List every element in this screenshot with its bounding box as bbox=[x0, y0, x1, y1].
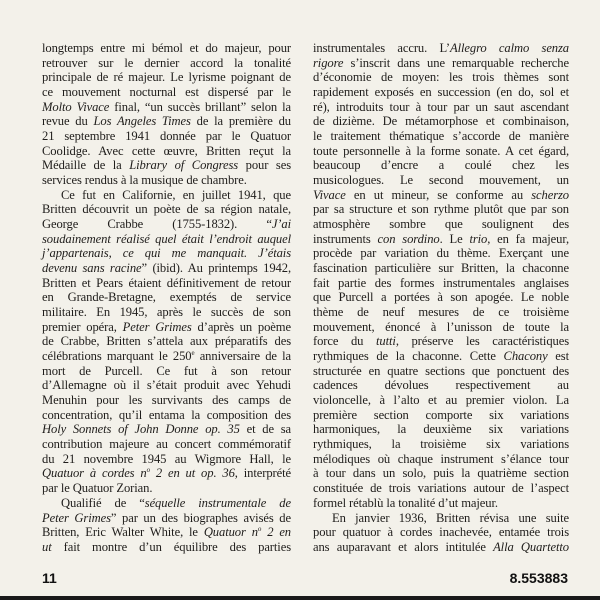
text-line bbox=[42, 496, 291, 511]
text-line bbox=[42, 70, 291, 85]
text-line bbox=[313, 232, 569, 247]
text-line bbox=[42, 144, 291, 159]
text: d’économie de moyen: les trois thèmes sont bbox=[313, 70, 569, 85]
text: rythmiques de la chaconne. Cette bbox=[313, 349, 504, 364]
text: du 21 novembre 1945 au Wigmore Hall, le bbox=[42, 451, 291, 466]
text: beaucoup d’encre a coulé chez les bbox=[313, 158, 569, 173]
italic-text: Alla Quartetto bbox=[493, 539, 569, 554]
text-line bbox=[42, 452, 291, 467]
italic-text: Molto Vivace bbox=[42, 99, 110, 114]
text-line bbox=[313, 481, 569, 496]
italic-text: Chacony bbox=[503, 349, 548, 364]
text: par le Quatuor Zorian. bbox=[42, 481, 153, 496]
text: final, “un succès brillant” selon la bbox=[109, 99, 291, 114]
text-line bbox=[42, 114, 291, 129]
text: , en fa majeur, bbox=[487, 231, 570, 246]
text: cadences dévolues respectivement au bbox=[313, 378, 569, 393]
text: harmoniques, la deuxième six variations bbox=[313, 422, 569, 437]
text-line bbox=[313, 100, 569, 115]
text: est bbox=[547, 349, 569, 364]
text: que Purcell a portées à son apogée. Le noble bbox=[313, 290, 569, 305]
text: en Grande-Bretagne, exemptés de service bbox=[42, 290, 291, 305]
text: de dizième. De métamorphose et combinaison, bbox=[313, 114, 569, 129]
text: Médaille de la bbox=[42, 158, 130, 173]
text-line bbox=[42, 437, 291, 452]
text-line bbox=[313, 540, 569, 555]
text-line bbox=[42, 481, 291, 496]
text-line bbox=[313, 144, 569, 159]
text: d’après un poème bbox=[191, 319, 291, 334]
right-column bbox=[313, 41, 569, 555]
text-line bbox=[313, 466, 569, 481]
text-line bbox=[313, 56, 569, 71]
superscript: o bbox=[257, 525, 262, 534]
text: , interprété bbox=[234, 466, 291, 481]
text-line bbox=[313, 305, 569, 320]
text: pour quatuor à cordes inachevée, entamée trois bbox=[313, 525, 569, 540]
text: ré), introduits tour à tour par un saut ascendant bbox=[313, 99, 569, 114]
italic-text: Quatuor n bbox=[203, 525, 258, 540]
text: thème de neuf mesures de ce troisième bbox=[313, 305, 569, 320]
text: Menuhin pour les survivants des camps de bbox=[42, 393, 291, 408]
text: fascination particulière sur Britten, la chaconne bbox=[313, 261, 569, 276]
text: structurée en quatre sections que ponctuent des bbox=[313, 363, 569, 378]
paragraph bbox=[313, 511, 569, 555]
text-line bbox=[42, 466, 291, 481]
text-line bbox=[42, 378, 291, 393]
text-line bbox=[42, 173, 291, 188]
text-line bbox=[313, 173, 569, 188]
text: d’Allemagne où il s’était produit avec Yehudi bbox=[42, 378, 291, 393]
text-line bbox=[313, 276, 569, 291]
text: et de sa bbox=[239, 422, 292, 437]
text: à tour dans un solo, puis la quatrième section bbox=[313, 466, 569, 481]
text-line bbox=[313, 334, 569, 349]
text-line bbox=[313, 129, 569, 144]
italic-text: Vivace bbox=[313, 187, 346, 202]
text: instruments bbox=[313, 231, 378, 246]
text-line bbox=[313, 85, 569, 100]
text-line bbox=[313, 393, 569, 408]
text-line bbox=[42, 217, 291, 232]
text-line bbox=[313, 246, 569, 261]
text-line bbox=[313, 349, 569, 364]
text-line bbox=[313, 496, 569, 511]
text: ” par un des biographes avisés de bbox=[110, 510, 291, 525]
italic-text: Allegro calmo senza bbox=[450, 41, 570, 55]
italic-text: Holy Sonnets of John Donne op. 35 bbox=[42, 422, 240, 437]
text-line bbox=[42, 158, 291, 173]
text: s’inscrit dans une remarquable recherche bbox=[343, 55, 569, 70]
italic-text: tutti bbox=[376, 334, 396, 349]
text: célébrations marquant le 250 bbox=[42, 349, 192, 364]
text-line bbox=[313, 261, 569, 276]
text: toute personnelle à la forme sonate. A cet égard, bbox=[313, 143, 569, 158]
text-line bbox=[313, 452, 569, 467]
text: fait montre d’un équilibre des parties bbox=[51, 539, 291, 554]
text-line bbox=[42, 100, 291, 115]
italic-text: Library of Congress bbox=[129, 158, 239, 173]
italic-text: J’ai bbox=[271, 217, 291, 232]
text-line bbox=[313, 158, 569, 173]
italic-text: ut bbox=[42, 539, 52, 554]
text-line bbox=[42, 540, 291, 555]
text-line bbox=[313, 525, 569, 540]
italic-text: Quatuor à cordes n bbox=[42, 466, 147, 481]
text-line bbox=[313, 422, 569, 437]
text: premier opéra, bbox=[42, 319, 123, 334]
text-line bbox=[313, 114, 569, 129]
text: longtemps entre mi bémol et do majeur, pour bbox=[42, 41, 291, 55]
text: en ut mineur, se conforme au bbox=[345, 187, 532, 202]
text-line bbox=[42, 349, 291, 364]
text-line bbox=[42, 290, 291, 305]
text: Britten et Pears étaient définitivement de retour bbox=[42, 275, 291, 290]
text-line bbox=[42, 202, 291, 217]
text-line bbox=[42, 85, 291, 100]
text: principale de ré majeur. Le lyrisme poignant de bbox=[42, 70, 291, 85]
text: revue du bbox=[42, 114, 94, 129]
text-line bbox=[313, 202, 569, 217]
text-line bbox=[42, 56, 291, 71]
text: George Crabbe (1755-1832). “ bbox=[42, 217, 272, 232]
italic-text: j’appartenais, ce qui me manquait. J’étais bbox=[42, 246, 291, 261]
paragraph bbox=[42, 188, 291, 496]
text: Qualifié de “ bbox=[61, 495, 145, 510]
scan-edge bbox=[0, 596, 600, 600]
text-line bbox=[313, 437, 569, 452]
italic-text: Los Angeles Times bbox=[93, 114, 191, 129]
italic-text: rigore bbox=[313, 55, 344, 70]
text-line bbox=[313, 320, 569, 335]
text: constituée de trois variations autour de l’aspect bbox=[313, 481, 569, 496]
text: procède par variation du thème. Exerçant une bbox=[313, 246, 569, 261]
text: mouvement, énoncé à l’unisson de toute la bbox=[313, 319, 569, 334]
text-line bbox=[42, 408, 291, 423]
italic-text: devenu sans racine bbox=[42, 261, 142, 276]
text-line bbox=[313, 408, 569, 423]
text-line bbox=[42, 41, 291, 56]
text: rapidement exposés en succession (en do, sol et bbox=[313, 85, 569, 100]
italic-text: Peter Grimes bbox=[42, 510, 111, 525]
text: rythmiques, la troisième six variations bbox=[313, 437, 569, 452]
text: anniversaire de la bbox=[194, 349, 292, 364]
text: mélodiques où chaque instrument s’élance tour bbox=[313, 451, 569, 466]
text: ans auparavant et alors intitulée bbox=[313, 539, 494, 554]
text-line bbox=[42, 334, 291, 349]
text-line bbox=[42, 511, 291, 526]
text-line bbox=[313, 378, 569, 393]
text: instrumentales accru. L’ bbox=[313, 41, 451, 55]
text-line bbox=[42, 305, 291, 320]
text-line bbox=[42, 261, 291, 276]
text: de la première du bbox=[190, 114, 291, 129]
text-line bbox=[42, 188, 291, 203]
text-line bbox=[313, 188, 569, 203]
text-line bbox=[42, 422, 291, 437]
text: services rendus à la musique de chambre. bbox=[42, 173, 247, 188]
text: première section comporte six variations bbox=[313, 407, 569, 422]
text: . Le bbox=[439, 231, 470, 246]
catalogue-number: 8.553883 bbox=[509, 570, 568, 586]
text-line bbox=[42, 525, 291, 540]
italic-text: soudainement réalisé quel était l’endroit auquel bbox=[42, 231, 291, 246]
italic-text: con sordino bbox=[377, 231, 440, 246]
text: le traitement thématique s’accorde de manière bbox=[313, 129, 569, 144]
text: musicologues. Le second mouvement, un bbox=[313, 173, 569, 188]
text: ce mouvement nocturnal est dispersé par le bbox=[42, 85, 291, 100]
text-line bbox=[42, 320, 291, 335]
text: concentration, qu’il entama la composition des bbox=[42, 407, 291, 422]
text-line bbox=[313, 41, 569, 56]
text: Britten, Eric Walter White, le bbox=[42, 525, 204, 540]
superscript: e bbox=[191, 349, 195, 358]
italic-text: 2 en ut op. 36 bbox=[149, 466, 235, 481]
text-line bbox=[313, 70, 569, 85]
text: atmosphère sombre que soulignent des bbox=[313, 217, 569, 232]
text-line bbox=[313, 511, 569, 526]
text-line bbox=[313, 290, 569, 305]
text: pour ses bbox=[238, 158, 292, 173]
text: par sa structure et son rythme plutôt que par son bbox=[313, 202, 569, 217]
text: contribution majeure au concert commémoratif bbox=[42, 437, 291, 452]
superscript: o bbox=[146, 466, 150, 475]
paragraph bbox=[42, 41, 291, 188]
text-line bbox=[42, 276, 291, 291]
text-line bbox=[42, 246, 291, 261]
text: militaire. En 1945, après le succès de son bbox=[42, 305, 291, 320]
text: Ce fut en Californie, en juillet 1941, que bbox=[61, 187, 291, 202]
italic-text: séquelle instrumentale de bbox=[144, 495, 291, 510]
text: retrouver sur le dernier accord la tonalité bbox=[42, 55, 291, 70]
italic-text: trio bbox=[469, 231, 488, 246]
text: force du bbox=[313, 334, 377, 349]
page-number: 11 bbox=[42, 570, 57, 586]
paragraph bbox=[42, 496, 291, 555]
italic-text: Peter Grimes bbox=[122, 319, 192, 334]
text: Britten découvrit un poète de sa région natale, bbox=[42, 202, 291, 217]
text: 21 septembre 1941 donnée par le Quatuor bbox=[42, 129, 291, 144]
text: En janvier 1936, Britten révisa une suite bbox=[332, 510, 569, 525]
text: fait partie des formes instrumentales anglaises bbox=[313, 275, 569, 290]
left-column bbox=[42, 41, 291, 555]
text: ” (ibid). Au printemps 1942, bbox=[141, 261, 291, 276]
italic-text: 2 en bbox=[261, 525, 291, 540]
paragraph bbox=[313, 41, 569, 511]
text-line bbox=[313, 217, 569, 232]
text-line bbox=[313, 364, 569, 379]
text: Coolidge. Avec cette œuvre, Britten reçut la bbox=[42, 143, 291, 158]
text-line bbox=[42, 364, 291, 379]
text-line bbox=[42, 129, 291, 144]
text: , préserve les caractéristiques bbox=[395, 334, 569, 349]
italic-text: scherzo bbox=[531, 187, 569, 202]
text-line bbox=[42, 393, 291, 408]
text: formel rétablù la tonalité d’ut majeur. bbox=[313, 495, 498, 510]
text: de Crabbe, Britten s’attela aux préparatifs des bbox=[42, 334, 291, 349]
text-line bbox=[42, 232, 291, 247]
text: mort de Purcell. Ce fut à son retour bbox=[42, 363, 291, 378]
text: violoncelle, à l’alto et au premier violon. La bbox=[313, 393, 569, 408]
